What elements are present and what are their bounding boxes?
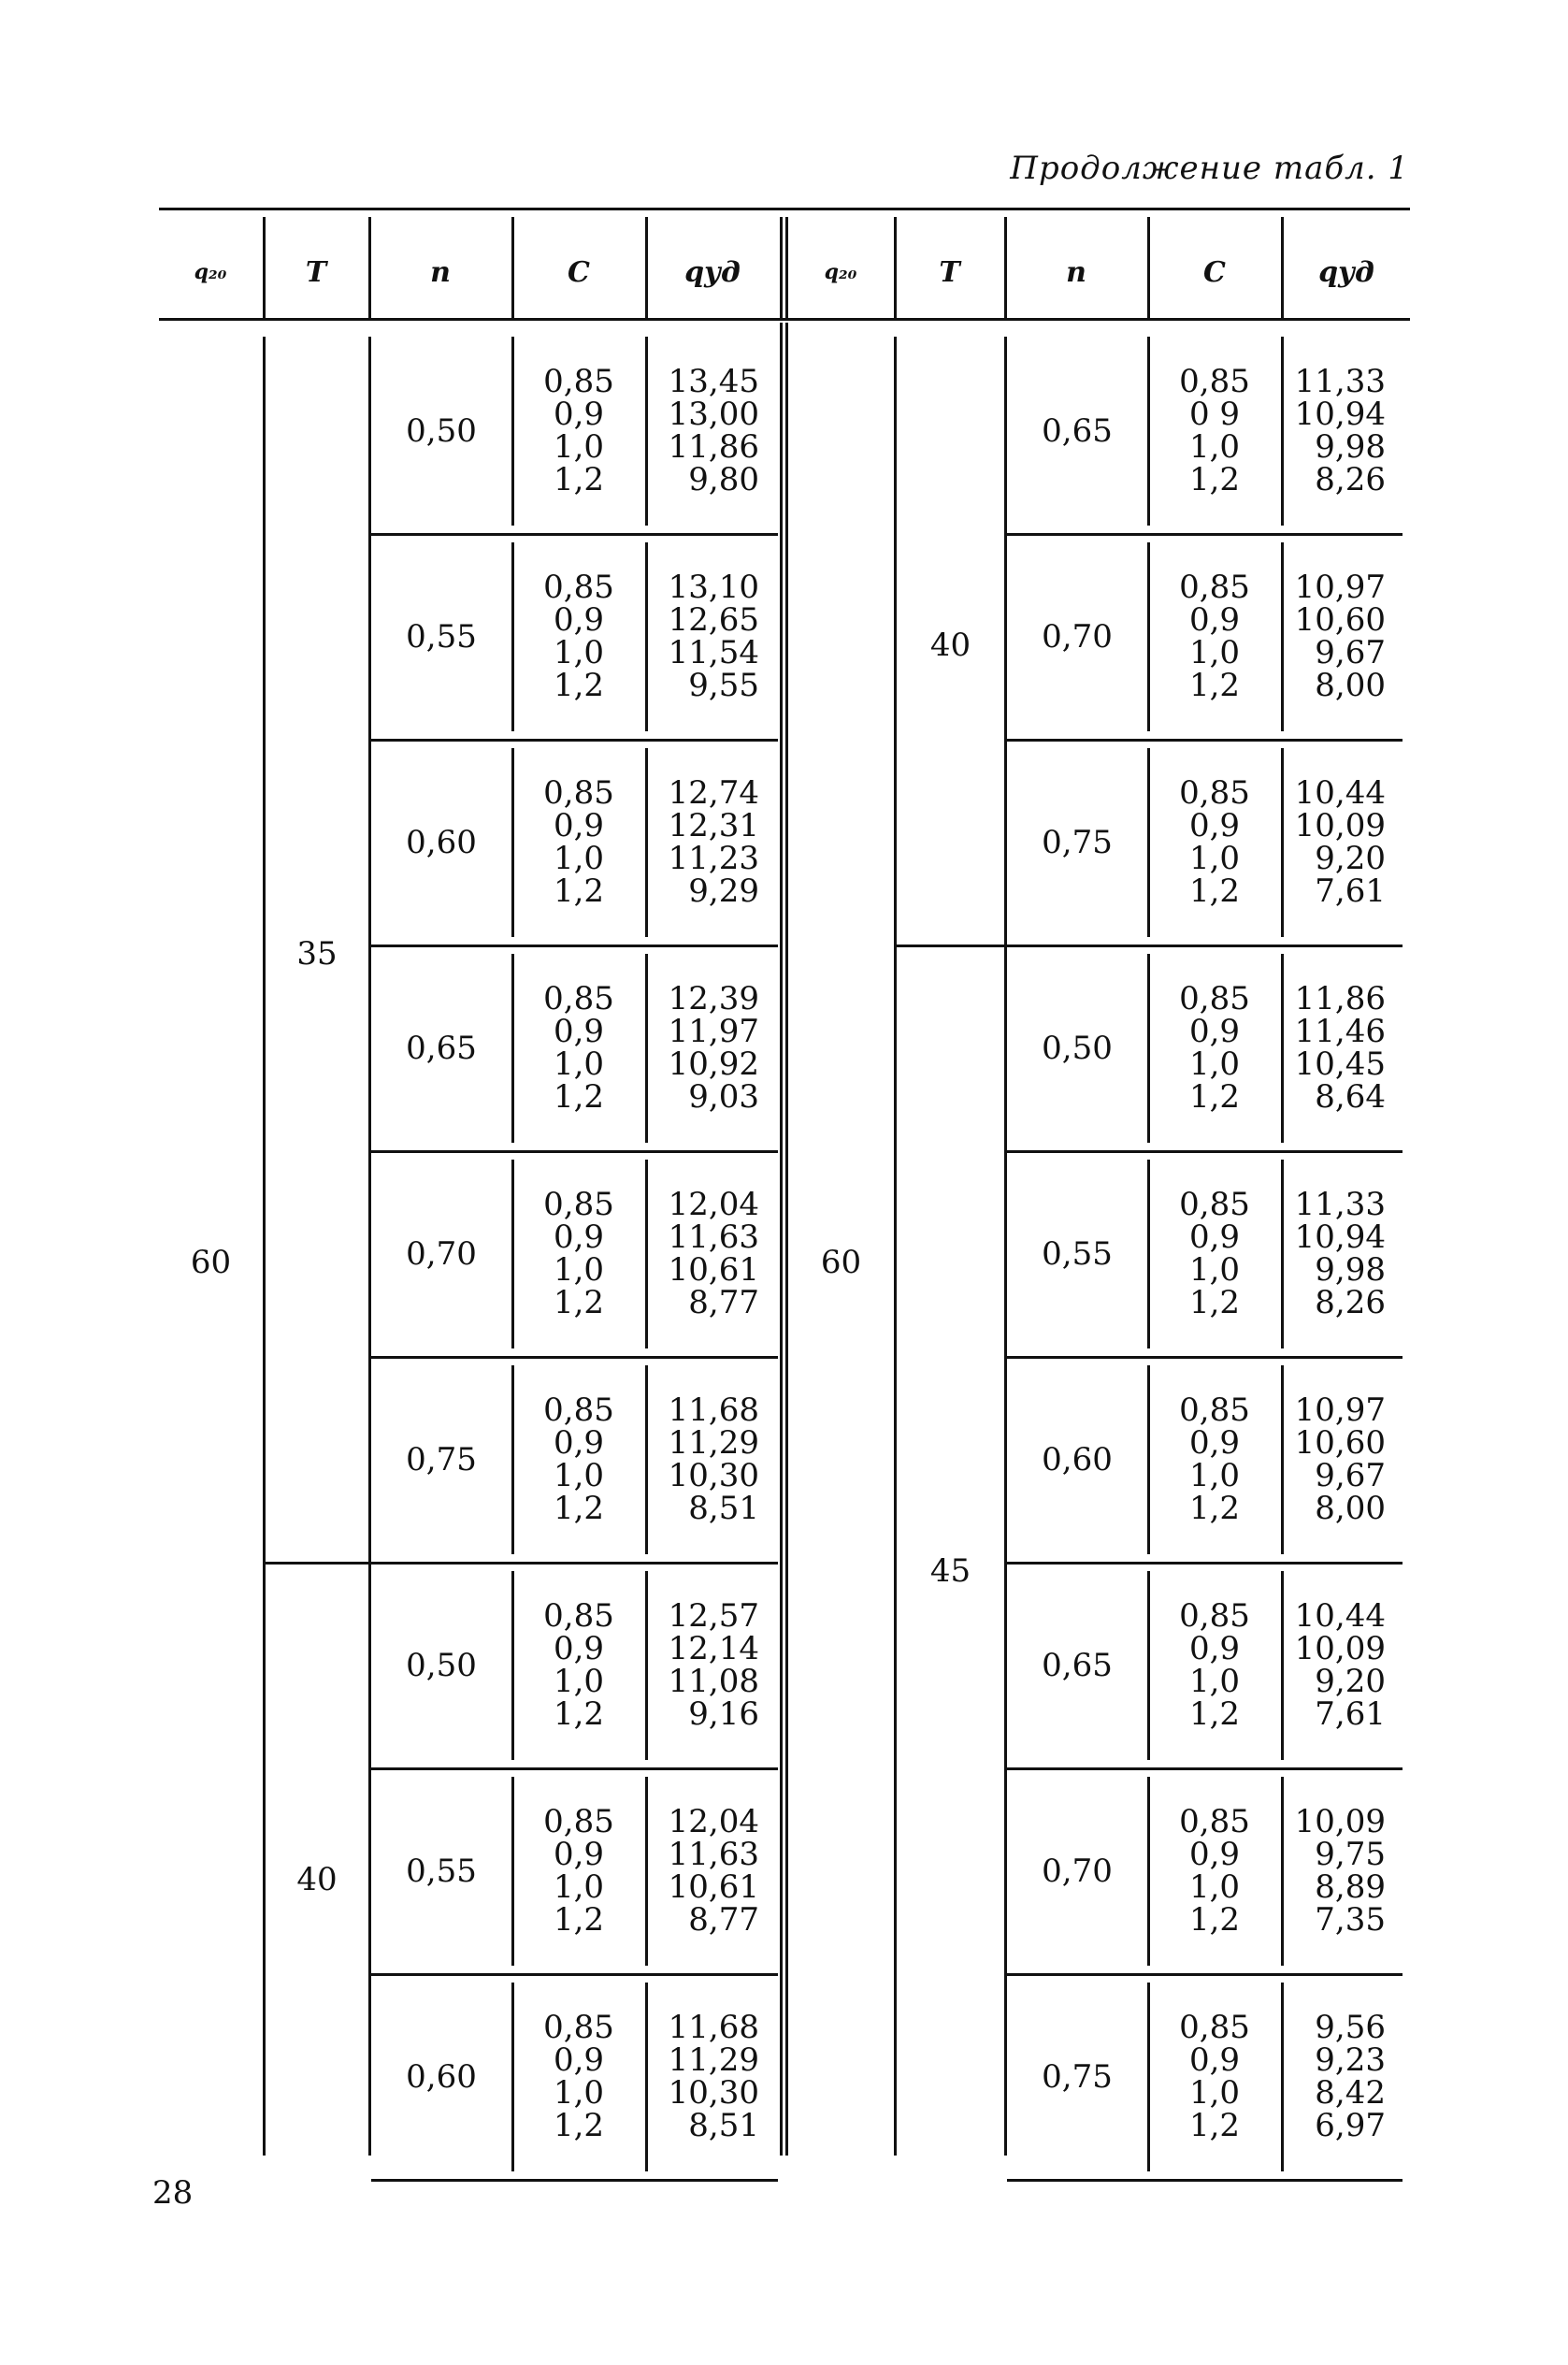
c-value: 1,2	[1188, 1490, 1241, 1527]
page-number: 28	[152, 2174, 194, 2212]
qud-values	[1283, 1777, 1386, 1966]
row-divider	[1007, 1150, 1403, 1153]
c-values	[513, 337, 644, 526]
t-value: 40	[929, 627, 971, 664]
c-value: 0,9	[553, 1013, 605, 1050]
qud-value: 11,54	[668, 634, 759, 671]
qud-value: 9,29	[688, 872, 759, 910]
header-c-left: C	[568, 255, 590, 289]
qud-value: 13,45	[668, 363, 759, 400]
qud-value: 8,64	[1315, 1078, 1386, 1116]
qud-value: 10,97	[1294, 569, 1386, 606]
qud-value: 9,67	[1315, 634, 1386, 671]
q20-value: 60	[820, 1244, 862, 1281]
qud-value: 11,68	[668, 2009, 759, 2046]
c-value: 1,2	[1188, 667, 1241, 704]
c-value: 1,0	[553, 1251, 605, 1289]
qud-value: 9,80	[688, 461, 759, 498]
c-value: 1,0	[1188, 634, 1241, 671]
c-values	[513, 542, 644, 731]
c-value: 1,2	[1188, 461, 1241, 498]
qud-value: 12,14	[668, 1630, 759, 1667]
c-values	[513, 748, 644, 937]
c-value: 1,2	[553, 1284, 605, 1321]
qud-value: 10,97	[1294, 1392, 1386, 1429]
row-divider	[1007, 2179, 1403, 2182]
c-values	[1149, 1160, 1280, 1348]
c-value: 0,85	[543, 774, 614, 812]
qud-values	[1283, 1160, 1386, 1348]
qud-values	[647, 954, 759, 1143]
c-value: 1,0	[1188, 1251, 1241, 1289]
row-divider	[371, 739, 778, 742]
c-values	[513, 1160, 644, 1348]
qud-values	[647, 1160, 759, 1348]
header-divider	[263, 217, 266, 318]
qud-values	[647, 1571, 759, 1760]
qud-values	[1283, 1983, 1386, 2171]
c-value: 1,2	[553, 1490, 605, 1527]
qud-value: 7,61	[1315, 1695, 1386, 1733]
c-values	[1149, 954, 1280, 1143]
qud-value: 10,94	[1294, 1219, 1386, 1256]
qud-value: 10,09	[1294, 1803, 1386, 1840]
qud-value: 12,65	[668, 601, 759, 639]
qud-value: 9,03	[688, 1078, 759, 1116]
n-value: 0,65	[406, 1030, 477, 1067]
header-c-right: C	[1203, 255, 1226, 289]
qud-value: 10,61	[668, 1251, 759, 1289]
qud-value: 9,16	[688, 1695, 759, 1733]
c-value: 0,85	[1179, 2009, 1250, 2046]
c-value: 1,0	[1188, 1046, 1241, 1083]
qud-value: 11,33	[1294, 363, 1386, 400]
c-values	[513, 954, 644, 1143]
c-value: 0,85	[1179, 1597, 1250, 1635]
c-value: 1,0	[1188, 428, 1241, 466]
qud-value: 10,09	[1294, 1630, 1386, 1667]
n-value: 0,55	[406, 1853, 477, 1890]
c-value: 0,9	[1188, 1424, 1241, 1462]
qud-value: 8,42	[1315, 2074, 1386, 2112]
qud-value: 11,08	[668, 1663, 759, 1700]
qud-values	[647, 542, 759, 731]
qud-value: 8,26	[1315, 1284, 1386, 1321]
qud-value: 9,20	[1315, 840, 1386, 877]
c-value: 1,2	[1188, 872, 1241, 910]
n-value: 0,60	[406, 2058, 477, 2096]
n-value: 0,65	[1042, 412, 1113, 450]
c-value: 1,2	[553, 461, 605, 498]
c-value: 0,9	[553, 1630, 605, 1667]
qud-values	[1283, 1365, 1386, 1554]
table-caption: Продолжение табл. 1	[1010, 150, 1409, 187]
n-value: 0,70	[1042, 618, 1113, 656]
qud-values	[1283, 954, 1386, 1143]
c-value: 0,85	[1179, 980, 1250, 1017]
header-divider	[785, 217, 788, 318]
header-n-right: n	[1066, 255, 1086, 289]
qud-value: 8,77	[688, 1901, 759, 1939]
header-divider	[1147, 217, 1150, 318]
qud-value: 11,33	[1294, 1186, 1386, 1223]
qud-value: 10,09	[1294, 807, 1386, 844]
c-value: 0,85	[1179, 1186, 1250, 1223]
c-value: 1,0	[553, 1868, 605, 1906]
qud-value: 11,63	[668, 1219, 759, 1256]
c-value: 1,0	[553, 634, 605, 671]
qud-value: 10,60	[1294, 1424, 1386, 1462]
row-divider	[371, 1973, 778, 1976]
c-value: 0,85	[543, 1803, 614, 1840]
qud-value: 11,68	[668, 1392, 759, 1429]
c-value: 1,2	[1188, 1695, 1241, 1733]
n-value: 0,70	[1042, 1853, 1113, 1890]
header-n-left: n	[430, 255, 451, 289]
qud-value: 10,60	[1294, 601, 1386, 639]
row-divider	[371, 533, 778, 536]
qud-value: 9,67	[1315, 1457, 1386, 1494]
c-value: 0,9	[553, 1219, 605, 1256]
table-top-rule	[159, 208, 1410, 210]
n-value: 0,65	[1042, 1647, 1113, 1684]
c-values	[513, 1777, 644, 1966]
c-value: 1,0	[553, 1663, 605, 1700]
header-divider	[645, 217, 648, 318]
qud-value: 9,55	[688, 667, 759, 704]
c-value: 0,85	[543, 2009, 614, 2046]
header-divider	[1281, 217, 1284, 318]
c-values	[513, 1365, 644, 1554]
c-value: 1,0	[1188, 1663, 1241, 1700]
qud-value: 11,86	[1294, 980, 1386, 1017]
c-values	[1149, 542, 1280, 731]
c-value: 1,0	[1188, 1868, 1241, 1906]
n-value: 0,75	[1042, 824, 1113, 861]
c-value: 0,9	[1188, 2041, 1241, 2079]
c-value: 1,2	[553, 2107, 605, 2144]
c-value: 0,85	[1179, 1803, 1250, 1840]
group-divider	[266, 1562, 778, 1565]
c-values	[1149, 748, 1280, 937]
row-divider	[1007, 533, 1403, 536]
qud-value: 9,20	[1315, 1663, 1386, 1700]
qud-value: 12,04	[668, 1803, 759, 1840]
row-divider	[1007, 1767, 1403, 1770]
n-value: 0,50	[406, 1647, 477, 1684]
c-value: 0,9	[553, 1836, 605, 1873]
qud-value: 12,04	[668, 1186, 759, 1223]
q20-value: 60	[190, 1244, 232, 1281]
header-t-right: T	[939, 255, 960, 289]
c-value: 0,9	[553, 396, 605, 433]
qud-value: 12,57	[668, 1597, 759, 1635]
n-value: 0,50	[1042, 1030, 1113, 1067]
c-value: 1,0	[553, 840, 605, 877]
c-value: 0,85	[543, 363, 614, 400]
qud-value: 10,45	[1294, 1046, 1386, 1083]
c-values	[1149, 1365, 1280, 1554]
n-value: 0,75	[406, 1441, 477, 1478]
qud-value: 8,89	[1315, 1868, 1386, 1906]
n-value: 0,60	[1042, 1441, 1113, 1478]
qud-values	[1283, 1571, 1386, 1760]
qud-value: 8,51	[688, 2107, 759, 2144]
qud-value: 12,31	[668, 807, 759, 844]
c-value: 1,2	[1188, 1901, 1241, 1939]
c-values	[1149, 1983, 1280, 2171]
c-value: 1,0	[553, 1046, 605, 1083]
c-value: 1,2	[1188, 1284, 1241, 1321]
qud-value: 8,00	[1315, 667, 1386, 704]
qud-value: 11,86	[668, 428, 759, 466]
c-value: 0,85	[1179, 569, 1250, 606]
c-value: 1,2	[553, 1695, 605, 1733]
group-divider	[897, 945, 1403, 947]
c-value: 0,9	[553, 1424, 605, 1462]
header-q20-left: q₂₀	[194, 260, 227, 284]
qud-value: 10,30	[668, 2074, 759, 2112]
n-value: 0,70	[406, 1235, 477, 1273]
qud-values	[647, 337, 759, 526]
qud-value: 9,23	[1315, 2041, 1386, 2079]
row-divider	[1007, 1562, 1403, 1565]
c-value: 0,9	[1188, 807, 1241, 844]
qud-values	[647, 1777, 759, 1966]
t-value: 35	[296, 935, 338, 973]
qud-value: 9,75	[1315, 1836, 1386, 1873]
n-value: 0,60	[406, 824, 477, 861]
qud-value: 8,77	[688, 1284, 759, 1321]
header-divider	[894, 217, 897, 318]
c-values	[513, 1983, 644, 2171]
qud-value: 10,94	[1294, 396, 1386, 433]
c-value: 0,9	[1188, 1219, 1241, 1256]
qud-value: 10,61	[668, 1868, 759, 1906]
row-divider	[371, 2179, 778, 2182]
header-q20-right: q₂₀	[824, 260, 857, 284]
qud-values	[647, 1365, 759, 1554]
c-value: 1,0	[553, 1457, 605, 1494]
c-value: 0,85	[543, 569, 614, 606]
c-value: 0,85	[543, 1392, 614, 1429]
c-values	[1149, 1777, 1280, 1966]
qud-value: 8,51	[688, 1490, 759, 1527]
c-value: 1,0	[1188, 2074, 1241, 2112]
t-value: 45	[929, 1552, 971, 1590]
qud-values	[647, 1983, 759, 2171]
c-value: 0,85	[1179, 1392, 1250, 1429]
qud-value: 10,44	[1294, 774, 1386, 812]
c-value: 1,0	[553, 428, 605, 466]
qud-values	[1283, 748, 1386, 937]
qud-value: 7,61	[1315, 872, 1386, 910]
qud-value: 8,00	[1315, 1490, 1386, 1527]
c-value: 1,2	[553, 1078, 605, 1116]
qud-value: 12,74	[668, 774, 759, 812]
c-value: 0,9	[553, 2041, 605, 2079]
row-divider	[371, 945, 778, 947]
c-value: 1,2	[1188, 2107, 1241, 2144]
header-divider	[368, 217, 371, 318]
qud-value: 7,35	[1315, 1901, 1386, 1939]
qud-value: 10,44	[1294, 1597, 1386, 1635]
t-value: 40	[296, 1861, 338, 1898]
column-divider	[780, 323, 783, 2156]
qud-value: 10,30	[668, 1457, 759, 1494]
qud-value: 11,23	[668, 840, 759, 877]
qud-value: 13,10	[668, 569, 759, 606]
row-divider	[371, 1150, 778, 1153]
row-divider	[1007, 1973, 1403, 1976]
row-divider	[371, 1356, 778, 1359]
qud-value: 13,00	[668, 396, 759, 433]
c-value: 0,9	[1188, 1013, 1241, 1050]
c-value: 1,2	[1188, 1078, 1241, 1116]
c-values	[1149, 1571, 1280, 1760]
c-value: 0,85	[1179, 774, 1250, 812]
qud-value: 8,26	[1315, 461, 1386, 498]
c-value: 0,85	[1179, 363, 1250, 400]
qud-values	[1283, 337, 1386, 526]
c-value: 1,2	[553, 872, 605, 910]
row-divider	[1007, 739, 1403, 742]
qud-values	[647, 748, 759, 937]
qud-values	[1283, 542, 1386, 731]
qud-value: 11,46	[1294, 1013, 1386, 1050]
header-divider	[780, 217, 783, 318]
c-value: 0,85	[543, 1186, 614, 1223]
c-value: 0,9	[1188, 1630, 1241, 1667]
qud-value: 9,98	[1315, 428, 1386, 466]
qud-value: 9,56	[1315, 2009, 1386, 2046]
qud-value: 6,97	[1315, 2107, 1386, 2144]
c-value: 1,2	[553, 1901, 605, 1939]
c-value: 0,9	[553, 807, 605, 844]
c-value: 0 9	[1188, 396, 1241, 433]
c-value: 0,9	[1188, 1836, 1241, 1873]
c-value: 0,9	[553, 601, 605, 639]
qud-value: 11,29	[668, 1424, 759, 1462]
qud-value: 12,39	[668, 980, 759, 1017]
n-value: 0,55	[406, 618, 477, 656]
header-qud-left: qуд	[684, 255, 741, 289]
n-value: 0,55	[1042, 1235, 1113, 1273]
qud-value: 10,92	[668, 1046, 759, 1083]
qud-value: 11,97	[668, 1013, 759, 1050]
row-divider	[371, 1767, 778, 1770]
qud-value: 9,98	[1315, 1251, 1386, 1289]
header-t-left: T	[305, 255, 327, 289]
header-divider	[511, 217, 514, 318]
c-value: 0,85	[543, 980, 614, 1017]
row-divider	[1007, 1356, 1403, 1359]
qud-value: 11,63	[668, 1836, 759, 1873]
qud-value: 11,29	[668, 2041, 759, 2079]
c-value: 0,85	[543, 1597, 614, 1635]
c-values	[513, 1571, 644, 1760]
c-value: 0,9	[1188, 601, 1241, 639]
c-value: 1,0	[553, 2074, 605, 2112]
c-value: 1,2	[553, 667, 605, 704]
c-value: 1,0	[1188, 1457, 1241, 1494]
c-value: 1,0	[1188, 840, 1241, 877]
n-value: 0,75	[1042, 2058, 1113, 2096]
header-divider	[1004, 217, 1007, 318]
c-values	[1149, 337, 1280, 526]
n-value: 0,50	[406, 412, 477, 450]
header-qud-right: qуд	[1318, 255, 1374, 289]
